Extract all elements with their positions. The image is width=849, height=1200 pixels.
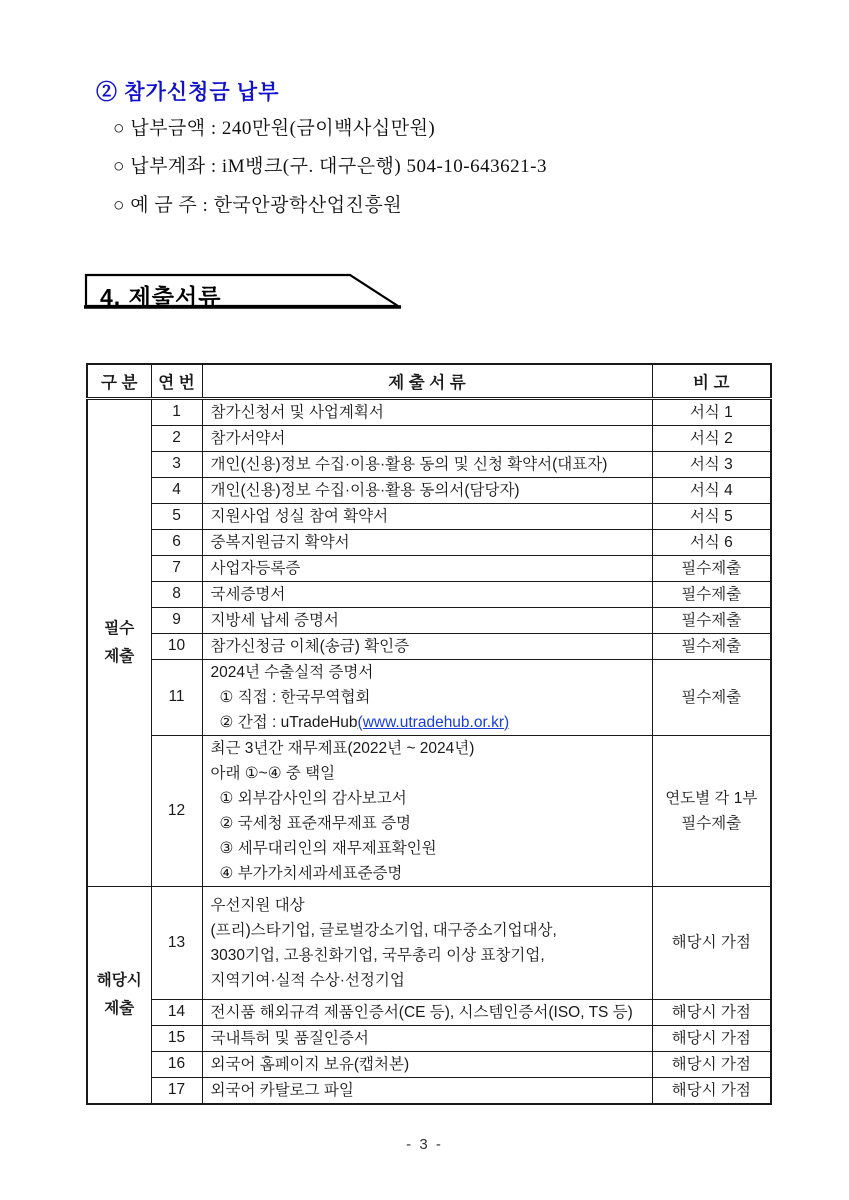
document-cell [202, 451, 652, 477]
note-cell [652, 425, 771, 451]
payment-section-heading: ② 참가신청금 납부 [96, 80, 280, 104]
note-cell [652, 1051, 771, 1077]
document-line [211, 478, 644, 503]
document-line [211, 736, 644, 761]
row-number-cell: 10 [151, 633, 202, 659]
row-number-cell: 16 [151, 1051, 202, 1077]
document-cell [202, 555, 652, 581]
note-line: 서식 3 [689, 455, 733, 473]
note-line: 서식 1 [689, 403, 733, 421]
header-document: 제 출 서 류 [202, 364, 652, 398]
document-text: 최근 3년간 재무제표(2022년 ~ 2024년) [210, 739, 475, 757]
document-line [211, 918, 644, 943]
note-cell [652, 581, 771, 607]
payment-amount-line: ○ 납부금액 : 240만원(금이백사십만원) [113, 118, 436, 139]
row-number-cell: 2 [151, 425, 202, 451]
table-row [87, 398, 771, 425]
document-text: 참가서약서 [210, 429, 286, 447]
row-number-cell: 13 [151, 886, 202, 999]
document-text: 참가신청금 이체(송금) 확인증 [210, 637, 410, 655]
document-line [211, 1078, 644, 1103]
document-cell [202, 425, 652, 451]
table-row [87, 659, 771, 735]
document-text: 지원사업 성실 참여 확약서 [210, 507, 389, 525]
document-line [211, 504, 644, 529]
table-row [87, 633, 771, 659]
note-cell [652, 607, 771, 633]
note-cell [652, 1077, 771, 1104]
section-title: 4. 제출서류 [100, 284, 222, 310]
row-number-cell: 15 [151, 1025, 202, 1051]
document-cell [202, 886, 652, 999]
document-line [211, 943, 644, 968]
document-line [211, 634, 644, 659]
table-row [87, 999, 771, 1025]
table-header-row [87, 364, 771, 398]
category-label-line: 제출 [104, 999, 135, 1017]
row-number-cell: 14 [151, 999, 202, 1025]
note-cell [652, 503, 771, 529]
note-line: 필수제출 [681, 688, 742, 706]
document-line [211, 1052, 644, 1077]
table-row [87, 425, 771, 451]
note-line: 연도별 각 1부 [665, 789, 758, 807]
header-note: 비 고 [652, 364, 771, 398]
document-cell [202, 735, 652, 886]
document-text: 2024년 수출실적 증명서 [210, 663, 374, 681]
note-cell [652, 451, 771, 477]
note-cell [652, 735, 771, 886]
row-number-cell: 11 [151, 659, 202, 735]
note-line: 해당시 가점 [671, 1055, 751, 1073]
note-line: 서식 2 [689, 429, 733, 447]
row-number-cell: 12 [151, 735, 202, 886]
document-cell [202, 659, 652, 735]
document-cell [202, 581, 652, 607]
utradehub-link[interactable]: (www.utradehub.or.kr) [357, 713, 510, 731]
document-cell [202, 477, 652, 503]
row-number-cell: 9 [151, 607, 202, 633]
document-line [211, 786, 644, 811]
note-cell [652, 1025, 771, 1051]
document-text: ① 직접 : 한국무역협회 [219, 688, 371, 706]
row-number-cell: 5 [151, 503, 202, 529]
note-line: 필수제출 [681, 814, 742, 832]
document-line [211, 836, 644, 861]
row-number-cell: 7 [151, 555, 202, 581]
row-number-cell: 6 [151, 529, 202, 555]
note-line: 서식 6 [689, 533, 733, 551]
table-row [87, 555, 771, 581]
document-text: 국내특허 및 품질인증서 [210, 1029, 369, 1047]
document-text: 아래 ①~④ 중 택일 [210, 764, 336, 782]
document-text: ② 간접 : uTradeHub [219, 713, 358, 731]
document-text: (프리)스타기업, 글로벌강소기업, 대구중소기업대상, [210, 921, 557, 939]
note-cell [652, 633, 771, 659]
document-text: 참가신청서 및 사업계획서 [210, 403, 384, 421]
document-cell [202, 529, 652, 555]
table-row [87, 1077, 771, 1104]
document-cell [202, 607, 652, 633]
note-line: 필수제출 [681, 637, 742, 655]
document-cell [202, 503, 652, 529]
document-text: 사업자등록증 [210, 559, 301, 577]
header-category: 구 분 [87, 364, 151, 398]
note-line: 서식 5 [689, 507, 733, 525]
document-text: 개인(신용)정보 수집·이용·활용 동의서(담당자) [210, 481, 520, 499]
document-line [211, 761, 644, 786]
document-text: 국세증명서 [210, 585, 286, 603]
note-line: 필수제출 [681, 585, 742, 603]
document-line [211, 861, 644, 886]
document-text: ② 국세청 표준재무제표 증명 [219, 814, 412, 832]
document-cell [202, 398, 652, 425]
submission-documents-table [86, 363, 772, 1105]
header-number: 연 번 [151, 364, 202, 398]
document-cell [202, 633, 652, 659]
document-text: 지방세 납세 증명서 [210, 611, 339, 629]
document-cell [202, 1051, 652, 1077]
table-row [87, 1051, 771, 1077]
document-line [211, 811, 644, 836]
document-line [211, 1026, 644, 1051]
note-cell [652, 477, 771, 503]
document-line [211, 1000, 644, 1025]
section-banner [84, 272, 414, 316]
table-row [87, 529, 771, 555]
page-number: - 3 - [406, 1136, 443, 1153]
note-line: 필수제출 [681, 559, 742, 577]
category-cell [87, 886, 151, 1104]
note-line: 해당시 가점 [671, 1081, 751, 1099]
document-line [211, 530, 644, 555]
document-line [211, 608, 644, 633]
row-number-cell: 3 [151, 451, 202, 477]
document-line [211, 426, 644, 451]
category-label-line: 제출 [104, 647, 135, 665]
note-cell [652, 398, 771, 425]
table-row [87, 886, 771, 999]
row-number-cell: 17 [151, 1077, 202, 1104]
document-line [211, 710, 644, 735]
category-label-line: 필수 [104, 619, 135, 637]
document-line [211, 685, 644, 710]
document-text: 중복지원금지 확약서 [210, 533, 350, 551]
row-number-cell: 8 [151, 581, 202, 607]
document-line [211, 452, 644, 477]
category-label-line: 해당시 [96, 971, 142, 989]
document-line [211, 968, 644, 993]
table-row [87, 1025, 771, 1051]
note-cell [652, 659, 771, 735]
document-line [211, 582, 644, 607]
document-cell [202, 1025, 652, 1051]
payment-holder-line: ○ 예 금 주 : 한국안광학산업진흥원 [113, 195, 403, 216]
document-cell [202, 999, 652, 1025]
document-text: 3030기업, 고용친화기업, 국무총리 이상 표창기업, [210, 946, 545, 964]
note-line: 해당시 가점 [671, 934, 751, 951]
note-cell [652, 999, 771, 1025]
document-line [211, 400, 644, 425]
document-text: 전시품 해외규격 제품인증서(CE 등), 시스템인증서(ISO, TS 등) [210, 1003, 633, 1021]
payment-account-line: ○ 납부계좌 : iM뱅크(구. 대구은행) 504-10-643621-3 [113, 156, 547, 177]
document-text: 외국어 홈페이지 보유(캡처본) [210, 1055, 410, 1073]
document-line [211, 556, 644, 581]
note-cell [652, 555, 771, 581]
document-text: 우선지원 대상 [210, 896, 305, 914]
note-line: 서식 4 [689, 481, 733, 499]
table-row [87, 503, 771, 529]
document-line [211, 893, 644, 918]
document-text: ③ 세무대리인의 재무제표확인원 [219, 839, 437, 857]
table-row [87, 735, 771, 886]
table-row [87, 581, 771, 607]
document-text: ④ 부가가치세과세표준증명 [219, 864, 403, 882]
document-text: 개인(신용)정보 수집·이용·활용 동의 및 신청 확약서(대표자) [210, 455, 608, 473]
note-cell [652, 529, 771, 555]
row-number-cell: 1 [151, 398, 202, 425]
document-text: 지역기여·실적 수상·선정기업 [210, 971, 405, 989]
row-number-cell: 4 [151, 477, 202, 503]
note-line: 해당시 가점 [671, 1003, 751, 1021]
category-cell [87, 398, 151, 886]
document-cell [202, 1077, 652, 1104]
table-row [87, 477, 771, 503]
table-row [87, 451, 771, 477]
note-line: 해당시 가점 [671, 1029, 751, 1047]
note-cell [652, 886, 771, 999]
note-line: 필수제출 [681, 611, 742, 629]
table-row [87, 607, 771, 633]
document-text: ① 외부감사인의 감사보고서 [219, 789, 407, 807]
document-line [211, 660, 644, 685]
document-text: 외국어 카탈로그 파일 [210, 1081, 354, 1099]
